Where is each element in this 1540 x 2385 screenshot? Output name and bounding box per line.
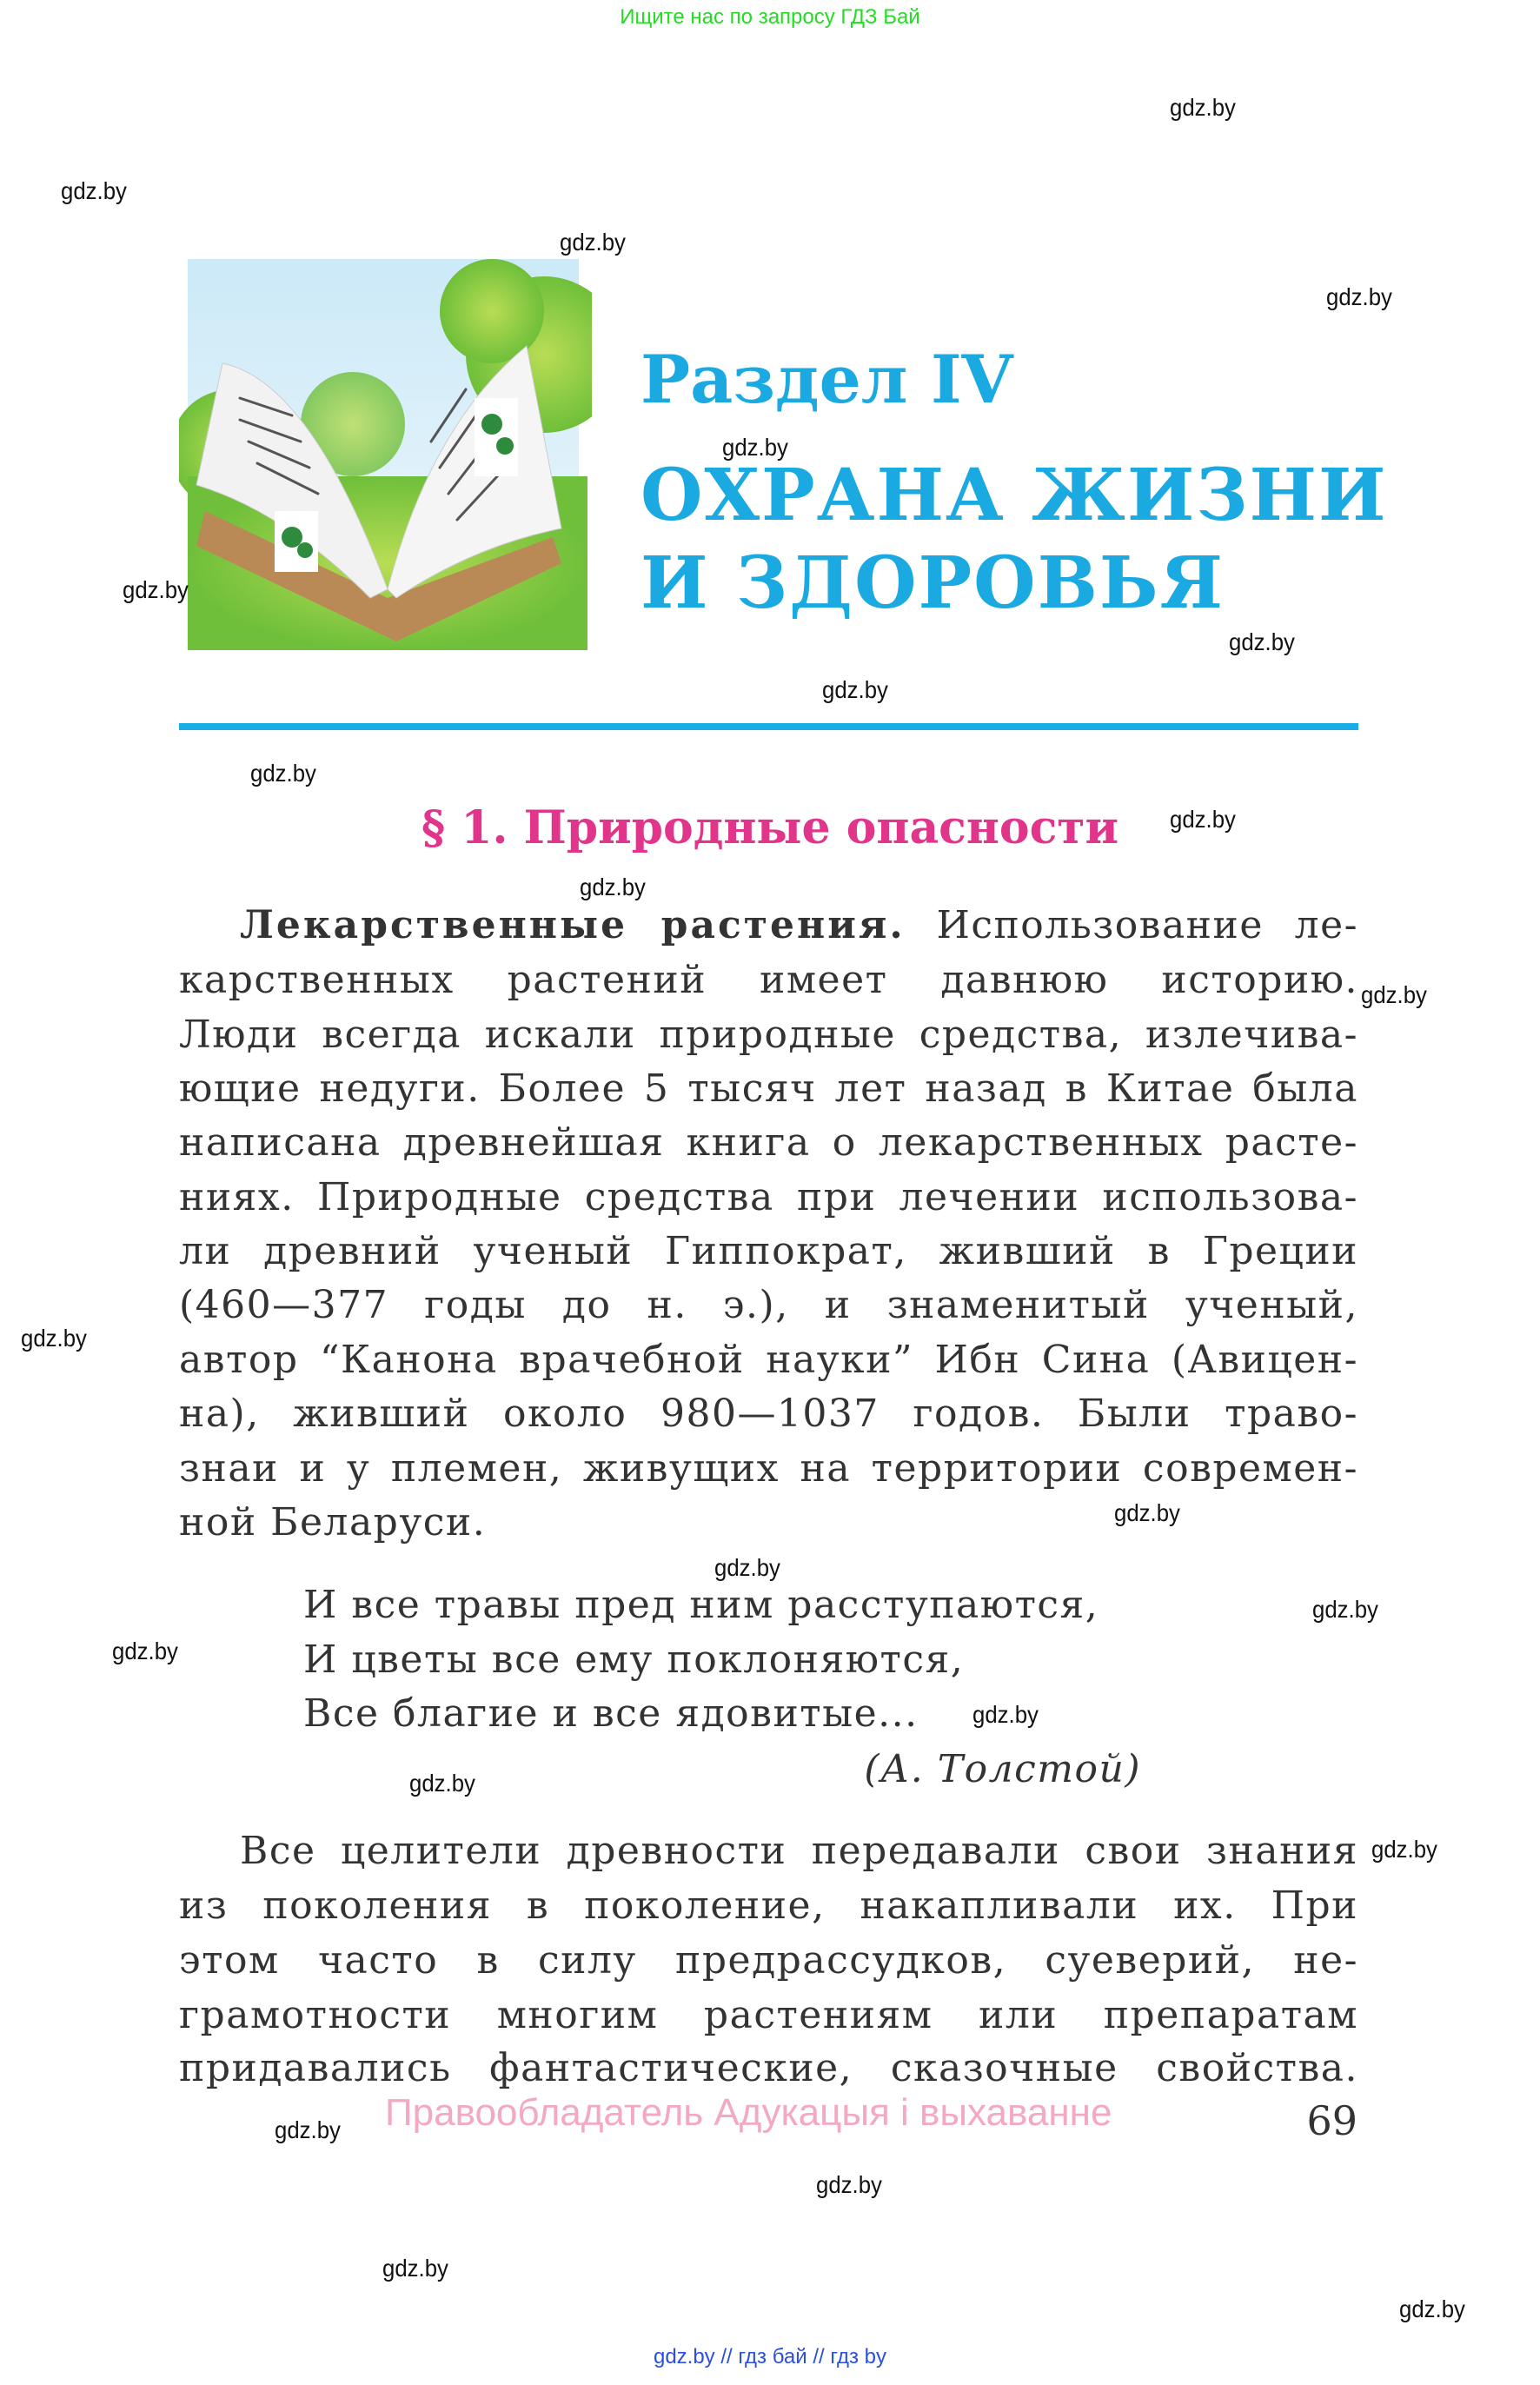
watermark: gdz.by — [1229, 628, 1295, 655]
poem-line: И все травы пред ним расступаются, — [303, 1583, 1099, 1627]
watermark: gdz.by — [822, 676, 888, 703]
paragraph-heading: § 1. Природные опасности — [421, 801, 1119, 854]
text-line: ной Беларуси. — [179, 1500, 487, 1545]
text-line: из поколения в поколение, накапливали их. При — [179, 1883, 1358, 1928]
poem-author: (А. Толстой) — [864, 1747, 1141, 1791]
text-line: Люди всегда искали природные средства, излечива- — [179, 1013, 1358, 1057]
section-title-line-2: И ЗДОРОВЬЯ — [641, 541, 1225, 625]
watermark: gdz.by — [972, 1701, 1039, 1728]
watermark: gdz.by — [112, 1638, 178, 1664]
section-title-line-1: ОХРАНА ЖИЗНИ — [641, 454, 1388, 537]
watermark: gdz.by — [1114, 1499, 1180, 1526]
text-line: карственных растений имеет давнюю историю. — [179, 958, 1358, 1002]
lead-term: Лекарственные растения. — [240, 903, 906, 947]
watermark: gdz.by — [714, 1554, 780, 1581]
watermark: gdz.by — [560, 229, 626, 256]
watermark: gdz.by — [1326, 283, 1392, 310]
text-line: знаи и у племен, живущих на территории современ- — [179, 1446, 1358, 1491]
book-illustration — [179, 250, 592, 668]
divider — [179, 723, 1358, 730]
watermark: gdz.by — [722, 434, 788, 461]
watermark: gdz.by — [580, 874, 646, 900]
poem-line: Все благие и все ядовитые... — [303, 1691, 919, 1736]
watermark: gdz.by — [1312, 1596, 1378, 1623]
text-line: написана древнейшая книга о лекарственных расте- — [179, 1120, 1358, 1165]
watermark: gdz.by — [1170, 806, 1236, 833]
watermark: gdz.by — [61, 177, 127, 204]
text-line: придавались фантастические, сказочные свойства. — [179, 2046, 1358, 2090]
bottom-links[interactable]: gdz.by // гдз бай // гдз by — [653, 2345, 887, 2368]
poem-line: И цветы все ему поклоняются, — [303, 1638, 965, 1682]
watermark: gdz.by — [1361, 981, 1427, 1008]
watermark: gdz.by — [1170, 94, 1236, 121]
text-line: автор “Канона врачебной науки” Ибн Сина (Авицен- — [179, 1338, 1358, 1382]
text-line: (460—377 годы до н. э.), и знаменитый ученый, — [179, 1283, 1358, 1327]
watermark: gdz.by — [382, 2255, 448, 2282]
text-line: Лекарственные растения. Использование ле- — [240, 903, 1358, 947]
text-line: грамотности многим растениям или препаратам — [179, 1993, 1358, 2037]
watermark: gdz.by — [275, 2116, 341, 2143]
text-line: ниях. Природные средства при лечении использова- — [179, 1175, 1358, 1219]
watermark: gdz.by — [250, 760, 316, 787]
watermark: gdz.by — [409, 1770, 475, 1797]
watermark: gdz.by — [21, 1325, 87, 1352]
text-line: ющие недуги. Более 5 тысяч лет назад в Китае была — [179, 1066, 1358, 1111]
watermark: gdz.by — [1371, 1836, 1437, 1863]
watermark: gdz.by — [123, 576, 189, 603]
top-banner: Ищите нас по запросу ГДЗ Бай — [620, 5, 920, 29]
watermark: gdz.by — [1399, 2295, 1465, 2322]
watermark: gdz.by — [816, 2171, 882, 2198]
copyright-notice: Правообладатель Адукацыя і выхаванне — [385, 2091, 1112, 2134]
text-line: этом часто в силу предрассудков, суеверий, не- — [179, 1938, 1358, 1983]
page-number: 69 — [1306, 2097, 1357, 2144]
text-line: на), живший около 980—1037 годов. Были траво- — [179, 1392, 1358, 1436]
section-label: Раздел IV — [641, 341, 1013, 418]
text-line: Все целители древности передавали свои знания — [240, 1829, 1358, 1873]
text-line: ли древний ученый Гиппократ, живший в Греции — [179, 1229, 1358, 1273]
